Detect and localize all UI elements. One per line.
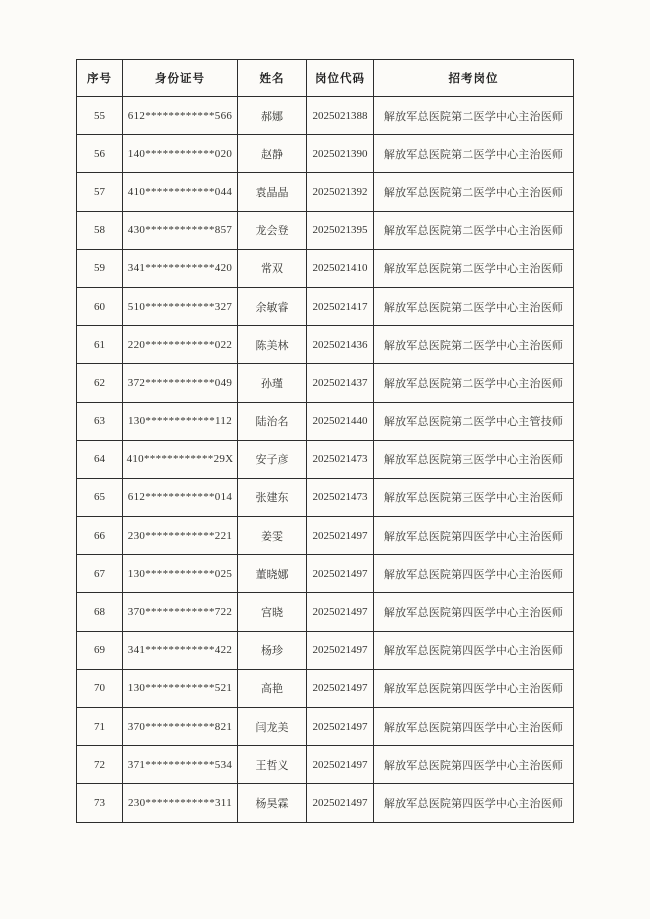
cell-index: 61 xyxy=(77,326,123,364)
cell-index: 58 xyxy=(77,211,123,249)
cell-id-number: 612************014 xyxy=(123,478,238,516)
header-id-number: 身份证号 xyxy=(123,60,238,97)
cell-index: 72 xyxy=(77,746,123,784)
cell-position-code: 2025021473 xyxy=(307,440,374,478)
cell-index: 70 xyxy=(77,669,123,707)
cell-name: 董晓娜 xyxy=(238,555,307,593)
cell-id-number: 371************534 xyxy=(123,746,238,784)
cell-position: 解放军总医院第二医学中心主治医师 xyxy=(374,135,574,173)
cell-position: 解放军总医院第四医学中心主治医师 xyxy=(374,746,574,784)
cell-position-code: 2025021497 xyxy=(307,555,374,593)
table-row xyxy=(77,97,574,135)
table-row xyxy=(77,555,574,593)
cell-id-number: 410************044 xyxy=(123,173,238,211)
cell-name: 高艳 xyxy=(238,669,307,707)
header-position: 招考岗位 xyxy=(374,60,574,97)
cell-position: 解放军总医院第四医学中心主治医师 xyxy=(374,784,574,822)
cell-index: 65 xyxy=(77,478,123,516)
cell-index: 60 xyxy=(77,287,123,325)
cell-id-number: 230************221 xyxy=(123,517,238,555)
cell-index: 69 xyxy=(77,631,123,669)
table-row xyxy=(77,135,574,173)
cell-position: 解放军总医院第二医学中心主治医师 xyxy=(374,287,574,325)
cell-position: 解放军总医院第二医学中心主治医师 xyxy=(374,364,574,402)
cell-position: 解放军总医院第四医学中心主治医师 xyxy=(374,593,574,631)
cell-position: 解放军总医院第二医学中心主治医师 xyxy=(374,97,574,135)
cell-id-number: 130************025 xyxy=(123,555,238,593)
cell-index: 59 xyxy=(77,249,123,287)
cell-name: 安子彦 xyxy=(238,440,307,478)
table-row xyxy=(77,402,574,440)
cell-position: 解放军总医院第二医学中心主治医师 xyxy=(374,173,574,211)
table-row xyxy=(77,593,574,631)
cell-position-code: 2025021497 xyxy=(307,784,374,822)
header-name: 姓名 xyxy=(238,60,307,97)
cell-name: 杨昊霖 xyxy=(238,784,307,822)
table-header-row xyxy=(77,60,574,97)
cell-id-number: 370************722 xyxy=(123,593,238,631)
cell-name: 王哲义 xyxy=(238,746,307,784)
cell-position-code: 2025021497 xyxy=(307,669,374,707)
cell-index: 68 xyxy=(77,593,123,631)
cell-index: 57 xyxy=(77,173,123,211)
cell-id-number: 140************020 xyxy=(123,135,238,173)
cell-index: 66 xyxy=(77,517,123,555)
cell-name: 龙会登 xyxy=(238,211,307,249)
cell-index: 67 xyxy=(77,555,123,593)
cell-id-number: 341************420 xyxy=(123,249,238,287)
cell-name: 张建东 xyxy=(238,478,307,516)
cell-position-code: 2025021497 xyxy=(307,746,374,784)
cell-index: 55 xyxy=(77,97,123,135)
header-index: 序号 xyxy=(77,60,123,97)
table-row xyxy=(77,478,574,516)
cell-position: 解放军总医院第三医学中心主治医师 xyxy=(374,440,574,478)
cell-position: 解放军总医院第二医学中心主治医师 xyxy=(374,211,574,249)
cell-position-code: 2025021437 xyxy=(307,364,374,402)
cell-position: 解放军总医院第四医学中心主治医师 xyxy=(374,708,574,746)
table-row xyxy=(77,784,574,822)
cell-name: 赵静 xyxy=(238,135,307,173)
cell-index: 71 xyxy=(77,708,123,746)
cell-position-code: 2025021436 xyxy=(307,326,374,364)
cell-position-code: 2025021417 xyxy=(307,287,374,325)
cell-index: 56 xyxy=(77,135,123,173)
recruitment-roster-table xyxy=(76,59,574,823)
cell-name: 闫龙美 xyxy=(238,708,307,746)
table-row xyxy=(77,326,574,364)
cell-position-code: 2025021497 xyxy=(307,593,374,631)
cell-name: 陈美林 xyxy=(238,326,307,364)
cell-name: 常双 xyxy=(238,249,307,287)
cell-index: 63 xyxy=(77,402,123,440)
cell-name: 孙瑾 xyxy=(238,364,307,402)
cell-index: 62 xyxy=(77,364,123,402)
cell-id-number: 130************112 xyxy=(123,402,238,440)
cell-position-code: 2025021497 xyxy=(307,708,374,746)
cell-id-number: 220************022 xyxy=(123,326,238,364)
cell-position-code: 2025021440 xyxy=(307,402,374,440)
cell-id-number: 372************049 xyxy=(123,364,238,402)
cell-id-number: 410************29X xyxy=(123,440,238,478)
cell-position-code: 2025021392 xyxy=(307,173,374,211)
cell-id-number: 370************821 xyxy=(123,708,238,746)
table-row xyxy=(77,631,574,669)
cell-id-number: 510************327 xyxy=(123,287,238,325)
cell-position: 解放军总医院第二医学中心主管技师 xyxy=(374,402,574,440)
cell-position: 解放军总医院第四医学中心主治医师 xyxy=(374,555,574,593)
table-row xyxy=(77,669,574,707)
cell-position: 解放军总医院第二医学中心主治医师 xyxy=(374,326,574,364)
cell-position-code: 2025021395 xyxy=(307,211,374,249)
cell-name: 杨珍 xyxy=(238,631,307,669)
cell-id-number: 341************422 xyxy=(123,631,238,669)
cell-id-number: 430************857 xyxy=(123,211,238,249)
table-row xyxy=(77,211,574,249)
cell-position: 解放军总医院第二医学中心主治医师 xyxy=(374,249,574,287)
table-row xyxy=(77,173,574,211)
table-row xyxy=(77,517,574,555)
cell-position: 解放军总医院第四医学中心主治医师 xyxy=(374,631,574,669)
table-row xyxy=(77,364,574,402)
cell-id-number: 612************566 xyxy=(123,97,238,135)
cell-name: 宫晓 xyxy=(238,593,307,631)
cell-name: 陆治名 xyxy=(238,402,307,440)
cell-name: 余敏睿 xyxy=(238,287,307,325)
header-position-code: 岗位代码 xyxy=(307,60,374,97)
table-row xyxy=(77,287,574,325)
table-row xyxy=(77,746,574,784)
cell-index: 73 xyxy=(77,784,123,822)
cell-name: 郝娜 xyxy=(238,97,307,135)
cell-position-code: 2025021497 xyxy=(307,631,374,669)
cell-position-code: 2025021410 xyxy=(307,249,374,287)
cell-position: 解放军总医院第四医学中心主治医师 xyxy=(374,517,574,555)
cell-index: 64 xyxy=(77,440,123,478)
cell-id-number: 130************521 xyxy=(123,669,238,707)
cell-name: 袁晶晶 xyxy=(238,173,307,211)
cell-position-code: 2025021497 xyxy=(307,517,374,555)
cell-id-number: 230************311 xyxy=(123,784,238,822)
cell-position-code: 2025021388 xyxy=(307,97,374,135)
cell-position: 解放军总医院第三医学中心主治医师 xyxy=(374,478,574,516)
cell-position: 解放军总医院第四医学中心主治医师 xyxy=(374,669,574,707)
table-row xyxy=(77,440,574,478)
cell-position-code: 2025021390 xyxy=(307,135,374,173)
table-row xyxy=(77,708,574,746)
cell-name: 姜雯 xyxy=(238,517,307,555)
table-row xyxy=(77,249,574,287)
cell-position-code: 2025021473 xyxy=(307,478,374,516)
